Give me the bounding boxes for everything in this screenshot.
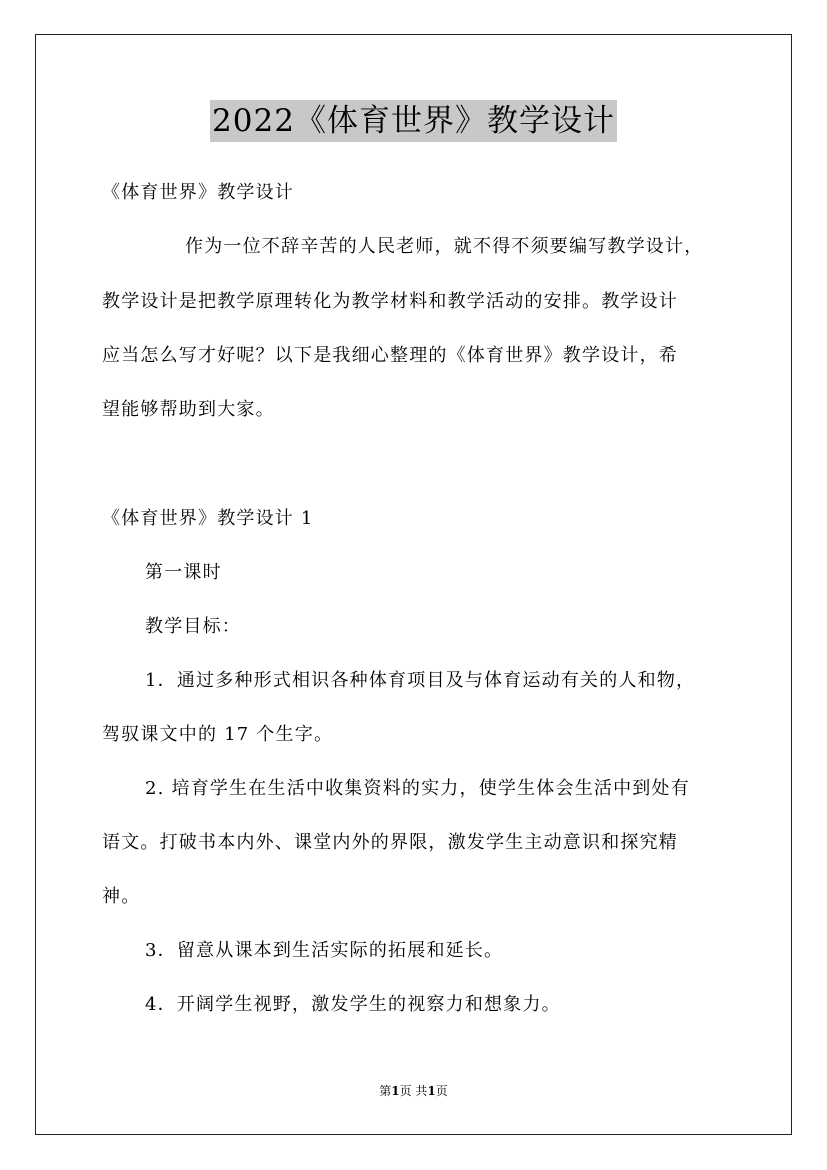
section-heading: 《体育世界》教学设计 1 bbox=[102, 508, 314, 529]
objective-line-3: 2. 培育学生在生活中收集资料的实力，使学生体会生活中到处有 bbox=[145, 778, 690, 799]
intro-line-4: 望能够帮助到大家。 bbox=[102, 399, 275, 420]
footer-suffix: 页 bbox=[435, 1084, 448, 1098]
intro-line-3: 应当怎么写才好呢？以下是我细心整理的《体育世界》教学设计，希 bbox=[102, 345, 678, 366]
objective-line-7: 4．开阔学生视野，激发学生的视察力和想象力。 bbox=[145, 994, 561, 1015]
page-footer bbox=[0, 1083, 827, 1099]
footer-mid: 页 共 bbox=[399, 1084, 428, 1098]
objective-line-1: 1．通过多种形式相识各种体育项目及与体育运动有关的人和物， bbox=[145, 670, 696, 691]
intro-line-1: 作为一位不辞辛苦的人民老师，就不得不须要编写教学设计， bbox=[185, 236, 704, 257]
objective-line-6: 3．留意从课本到生活实际的拓展和延长。 bbox=[145, 940, 504, 961]
footer-prefix: 第 bbox=[379, 1084, 392, 1098]
document-title-text: 2022《体育世界》教学设计 bbox=[210, 100, 617, 142]
objective-line-4: 语文。打破书本内外、课堂内外的界限，激发学生主动意识和探究精 bbox=[102, 832, 678, 853]
objectives-label: 教学目标： bbox=[145, 616, 241, 637]
lesson-label: 第一课时 bbox=[145, 562, 222, 583]
document-title bbox=[0, 100, 827, 142]
objective-line-5: 神。 bbox=[102, 886, 141, 907]
objective-line-2: 驾驭课文中的 17 个生字。 bbox=[102, 724, 334, 745]
intro-line-2: 教学设计是把教学原理转化为教学材料和教学活动的安排。教学设计 bbox=[102, 291, 678, 312]
document-subtitle: 《体育世界》教学设计 bbox=[102, 182, 294, 203]
footer-page-total: 1 bbox=[427, 1084, 436, 1098]
footer-page-number: 1 bbox=[391, 1084, 400, 1098]
